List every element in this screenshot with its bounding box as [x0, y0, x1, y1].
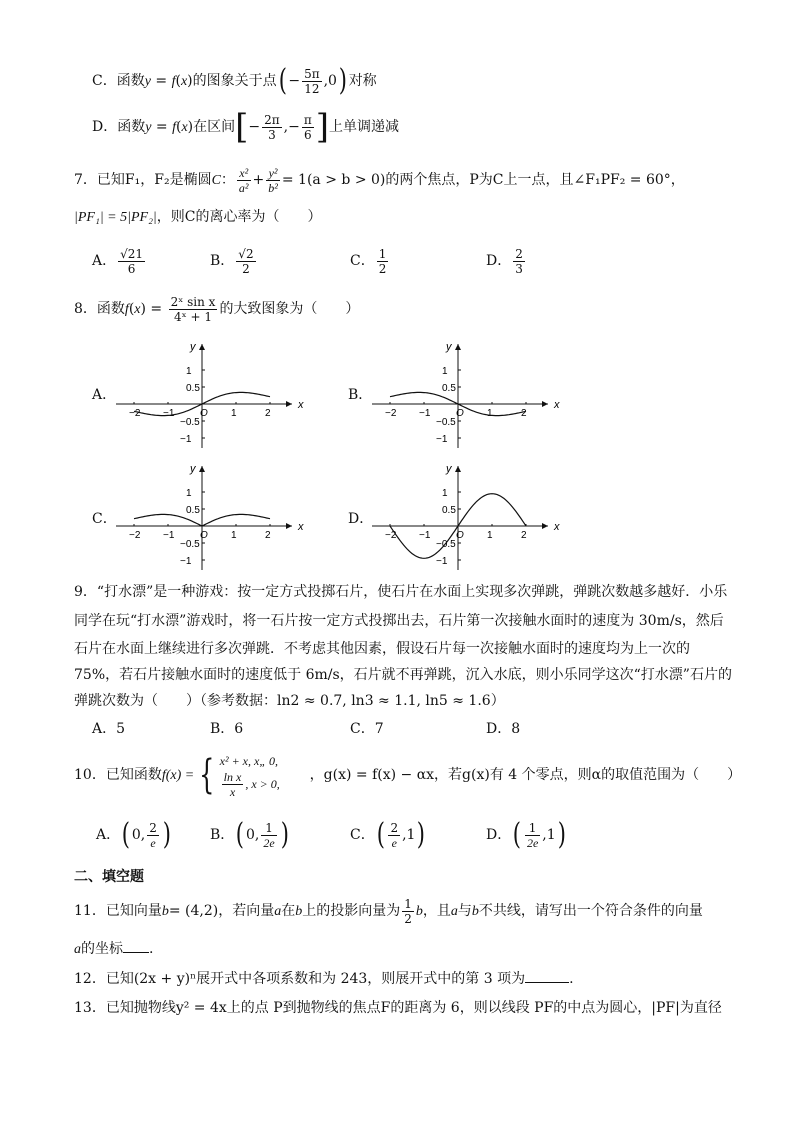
section-fill-in-blank: 二、填空题: [74, 869, 144, 885]
y-tick-label: −1: [436, 434, 448, 445]
x-axis-label: x: [298, 521, 304, 533]
q9-line-4: 75%，若石片接触水面时的速度低于 6m/s，石片就不再弹跳，沉入水底，则小乐同学这次“打水漂”石片的: [74, 667, 732, 683]
x-tick-label: 1: [487, 408, 493, 419]
q8-option-a-label[interactable]: A．: [92, 387, 117, 403]
q7-option-a[interactable]: A． $\frac{√21}{6}$: [92, 246, 144, 276]
q13-stem: 13．已知抛物线y² = 4x上的点 P到抛物线的焦点F的距离为 6，则以线段 PF的中点为圆心，|PF|为直径: [74, 1000, 722, 1016]
q8-graph-b[interactable]: [368, 338, 558, 450]
x-tick-label: −1: [163, 408, 175, 419]
q7-option-d[interactable]: D． $\frac{2}{3}$: [486, 246, 523, 276]
q6-option-d: D．函数y = f(x)在区间[− $\frac{2\pi}{3}$ ,− $\frac{\pi}{6}$ ]上单调递减: [92, 107, 400, 147]
q7-stem-line2: |PF₁| = 5|PF₂|，则C的离心率为（ ）: [74, 209, 322, 225]
q7-option-c[interactable]: C． $\frac{1}{2}$: [350, 246, 387, 276]
q7-option-b[interactable]: B． $\frac{√2}{2}$: [210, 246, 254, 276]
y-tick-label: 1: [186, 488, 192, 499]
x-axis-label: x: [554, 521, 560, 533]
x-tick-label: −1: [163, 530, 175, 541]
q8-option-c-label[interactable]: C．: [92, 511, 117, 527]
x-tick-label: 1: [231, 408, 237, 419]
y-tick-label: −0.5: [436, 417, 456, 428]
x-tick-label: −2: [129, 530, 141, 541]
q11-stem: 11．已知向量b= (4,2)，若向量a在b上的投影向量为 $\frac{1}{2}$ b，且a与b不共线，请写出一个符合条件的向量: [74, 896, 703, 926]
x-tick-label: −1: [419, 530, 431, 541]
x-axis-arrow: [542, 523, 548, 529]
y-tick-label: 1: [442, 488, 448, 499]
x-tick-label: −1: [419, 408, 431, 419]
y-tick-label: 0.5: [186, 505, 200, 516]
y-axis-arrow: [199, 466, 205, 472]
q8-graph-d[interactable]: [368, 460, 558, 572]
y-tick-label: 0.5: [442, 383, 456, 394]
answer-blank[interactable]: [123, 938, 149, 953]
y-tick-label: −1: [180, 434, 192, 445]
y-axis-label: y: [190, 463, 196, 475]
x-tick-label: 2: [521, 530, 527, 541]
q9-line-1: 9．“打水漂”是一种游戏：按一定方式投掷石片，使石片在水面上实现多次弹跳，弹跳次数越多越好．小乐: [74, 584, 728, 600]
q8-graph-a[interactable]: [112, 338, 302, 450]
q10-option-c[interactable]: C．( $\frac{2}{e}$ ,1): [350, 817, 426, 852]
y-axis-label: y: [190, 341, 196, 353]
x-tick-label: −2: [129, 408, 141, 419]
x-axis-label: x: [298, 399, 304, 411]
q8-option-b-label[interactable]: B．: [348, 387, 373, 403]
x-tick-label: 2: [265, 408, 271, 419]
y-tick-label: −0.5: [180, 539, 200, 550]
x-tick-label: 1: [487, 530, 493, 541]
y-tick-label: −1: [180, 556, 192, 567]
y-tick-label: 1: [442, 366, 448, 377]
q9-option-b[interactable]: B．6: [210, 721, 244, 737]
x-tick-label: O: [456, 530, 464, 541]
x-axis-arrow: [542, 401, 548, 407]
x-tick-label: O: [200, 530, 208, 541]
x-tick-label: −2: [385, 408, 397, 419]
q9-option-d[interactable]: D．8: [486, 721, 521, 737]
x-axis-arrow: [286, 523, 292, 529]
fraction: $\frac{5\pi}{12}$: [304, 66, 320, 96]
y-tick-label: 0.5: [442, 505, 456, 516]
answer-blank[interactable]: [525, 968, 569, 983]
x-tick-label: O: [456, 408, 464, 419]
q10-option-a[interactable]: A．( 0, $\frac{2}{e}$ ): [96, 817, 171, 852]
y-tick-label: −0.5: [180, 417, 200, 428]
y-tick-label: 1: [186, 366, 192, 377]
q9-line-5: 弹跳次数为（ ）（参考数据：ln2 ≈ 0.7, ln3 ≈ 1.1, ln5 ≈ 1.6）: [74, 693, 505, 709]
q7-stem: 7．已知F₁，F₂是椭圆C： $\frac{\text{x²}}{\text{a²}}$ + $\frac{\text{y²}}{\text{b²}}$ = 1(a > b > 0)的两个焦点，P为C上一点，且∠F₁PF₂ = 60°，: [74, 165, 685, 195]
q11-stem-line2: a的坐标 .: [74, 938, 153, 959]
q8-graph-c[interactable]: [112, 460, 302, 572]
x-axis-arrow: [286, 401, 292, 407]
q8-option-d-label[interactable]: D．: [348, 511, 374, 527]
y-tick-label: 0.5: [186, 383, 200, 394]
x-axis-label: x: [554, 399, 560, 411]
x-tick-label: O: [200, 408, 208, 419]
x-tick-label: −2: [385, 530, 397, 541]
q10-option-b[interactable]: B．( 0, $\frac{1}{2e}$ ): [210, 817, 289, 852]
y-axis-arrow: [199, 344, 205, 350]
q9-option-a[interactable]: A．5: [92, 721, 126, 737]
y-tick-label: −0.5: [436, 539, 456, 550]
y-axis-label: y: [446, 463, 452, 475]
q6-option-c: C．函数y = f(x)的图象关于点( − $\frac{5\pi}{12}$ ,0) 对称: [92, 63, 377, 98]
y-axis-arrow: [455, 466, 461, 472]
x-tick-label: 2: [521, 408, 527, 419]
q9-line-2: 同学在玩“打水漂”游戏时，将一石片按一定方式投掷出去，石片第一次接触水面时的速度为 30m/s，然后: [74, 613, 724, 629]
q10-option-d[interactable]: D．( $\frac{1}{2e}$ ,1): [486, 817, 566, 852]
q12-stem: 12．已知(2x + y)ⁿ展开式中各项系数和为 243，则展开式中的第 3 项为 .: [74, 968, 574, 988]
y-axis-label: y: [446, 341, 452, 353]
x-tick-label: 2: [265, 530, 271, 541]
q9-line-3: 石片在水面上继续进行多次弹跳．不考虑其他因素，假设石片每一次接触水面时的速度均为上一次的: [74, 641, 690, 657]
q8-stem: 8．函数f(x) = $\frac{\text{2ˣ sin x}}{\text{4ˣ + 1}}$ 的大致图象为（ ）: [74, 294, 360, 324]
x-tick-label: 1: [231, 530, 237, 541]
q9-option-c[interactable]: C．7: [350, 721, 384, 737]
y-axis-arrow: [455, 344, 461, 350]
q10-stem: 10．已知函数f(x) = { x² + x, x„ 0, $\frac{\text{ln x}}{x}$ , x > 0, ，g(x) = f(x) − αx，若g(x)有 4 个零点，则α的取值范围为（ ）: [74, 752, 742, 799]
y-tick-label: −1: [436, 556, 448, 567]
